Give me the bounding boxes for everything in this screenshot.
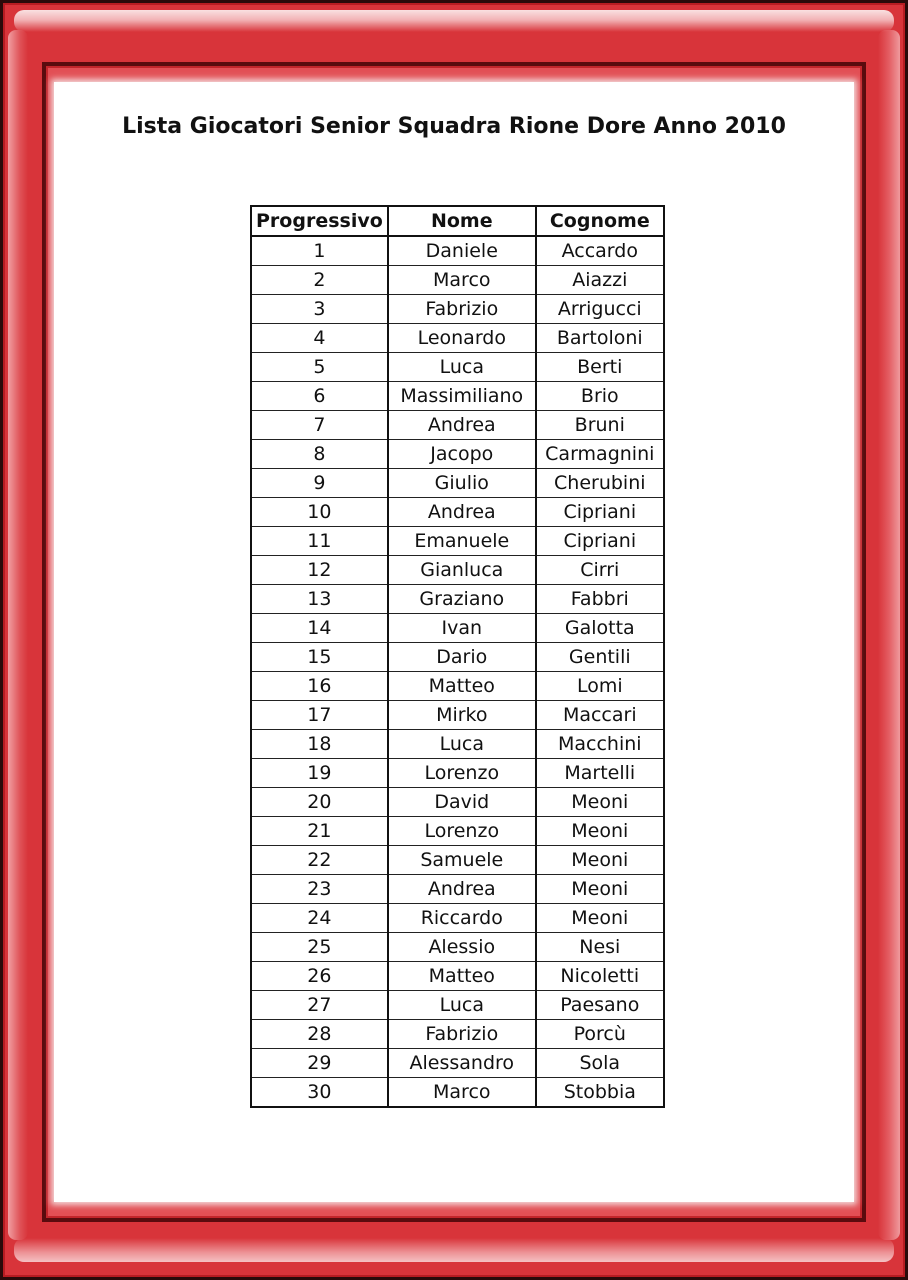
table-row xyxy=(251,382,664,411)
cell-cognome: Accardo xyxy=(536,236,664,266)
cell-nome: Marco xyxy=(388,266,536,295)
cell-cognome: Gentili xyxy=(536,643,664,672)
cell-progressivo: 25 xyxy=(251,933,388,962)
cell-cognome: Nesi xyxy=(536,933,664,962)
cell-progressivo: 13 xyxy=(251,585,388,614)
cell-cognome: Meoni xyxy=(536,846,664,875)
table-row xyxy=(251,788,664,817)
cell-nome: Emanuele xyxy=(388,527,536,556)
cell-cognome: Sola xyxy=(536,1049,664,1078)
table-row xyxy=(251,353,664,382)
cell-cognome: Paesano xyxy=(536,991,664,1020)
cell-cognome: Brio xyxy=(536,382,664,411)
header-progressivo: Progressivo xyxy=(251,206,388,236)
frame-highlight-right xyxy=(878,30,900,1240)
cell-progressivo: 3 xyxy=(251,295,388,324)
cell-nome: Marco xyxy=(388,1078,536,1108)
cell-nome: Massimiliano xyxy=(388,382,536,411)
cell-progressivo: 17 xyxy=(251,701,388,730)
cell-nome: Lorenzo xyxy=(388,759,536,788)
cell-nome: Riccardo xyxy=(388,904,536,933)
table-row xyxy=(251,643,664,672)
cell-progressivo: 1 xyxy=(251,236,388,266)
cell-nome: Leonardo xyxy=(388,324,536,353)
cell-nome: Lorenzo xyxy=(388,817,536,846)
cell-nome: Daniele xyxy=(388,236,536,266)
table-row xyxy=(251,1020,664,1049)
cell-progressivo: 22 xyxy=(251,846,388,875)
cell-cognome: Arrigucci xyxy=(536,295,664,324)
cell-progressivo: 29 xyxy=(251,1049,388,1078)
table-row xyxy=(251,817,664,846)
cell-progressivo: 7 xyxy=(251,411,388,440)
cell-nome: Giulio xyxy=(388,469,536,498)
cell-cognome: Carmagnini xyxy=(536,440,664,469)
cell-nome: Gianluca xyxy=(388,556,536,585)
header-cognome: Cognome xyxy=(536,206,664,236)
cell-progressivo: 19 xyxy=(251,759,388,788)
cell-progressivo: 23 xyxy=(251,875,388,904)
cell-nome: Mirko xyxy=(388,701,536,730)
cell-nome: Luca xyxy=(388,353,536,382)
table-row xyxy=(251,672,664,701)
cell-progressivo: 9 xyxy=(251,469,388,498)
cell-nome: Matteo xyxy=(388,962,536,991)
cell-nome: Alessandro xyxy=(388,1049,536,1078)
table-row xyxy=(251,962,664,991)
cell-nome: Jacopo xyxy=(388,440,536,469)
cell-nome: Alessio xyxy=(388,933,536,962)
cell-cognome: Maccari xyxy=(536,701,664,730)
cell-cognome: Nicoletti xyxy=(536,962,664,991)
document-page xyxy=(54,82,854,1202)
cell-cognome: Aiazzi xyxy=(536,266,664,295)
cell-progressivo: 27 xyxy=(251,991,388,1020)
cell-cognome: Cipriani xyxy=(536,498,664,527)
table-row xyxy=(251,295,664,324)
cell-nome: Graziano xyxy=(388,585,536,614)
cell-cognome: Meoni xyxy=(536,904,664,933)
table-row xyxy=(251,701,664,730)
cell-cognome: Bruni xyxy=(536,411,664,440)
cell-nome: David xyxy=(388,788,536,817)
cell-cognome: Galotta xyxy=(536,614,664,643)
cell-cognome: Meoni xyxy=(536,875,664,904)
cell-cognome: Cipriani xyxy=(536,527,664,556)
table-row xyxy=(251,614,664,643)
cell-cognome: Stobbia xyxy=(536,1078,664,1108)
cell-nome: Samuele xyxy=(388,846,536,875)
cell-progressivo: 16 xyxy=(251,672,388,701)
cell-cognome: Macchini xyxy=(536,730,664,759)
table-row xyxy=(251,730,664,759)
table-row xyxy=(251,759,664,788)
cell-nome: Luca xyxy=(388,730,536,759)
cell-progressivo: 5 xyxy=(251,353,388,382)
table-row xyxy=(251,875,664,904)
cell-nome: Andrea xyxy=(388,411,536,440)
cell-nome: Fabrizio xyxy=(388,1020,536,1049)
cell-nome: Andrea xyxy=(388,498,536,527)
table-row xyxy=(251,904,664,933)
cell-progressivo: 2 xyxy=(251,266,388,295)
cell-nome: Ivan xyxy=(388,614,536,643)
table-row xyxy=(251,469,664,498)
cell-cognome: Meoni xyxy=(536,788,664,817)
cell-nome: Luca xyxy=(388,991,536,1020)
cell-progressivo: 30 xyxy=(251,1078,388,1108)
frame-highlight-top xyxy=(14,10,894,32)
cell-cognome: Martelli xyxy=(536,759,664,788)
table-row xyxy=(251,585,664,614)
cell-progressivo: 15 xyxy=(251,643,388,672)
cell-nome: Dario xyxy=(388,643,536,672)
table-body xyxy=(251,236,664,1107)
header-nome: Nome xyxy=(388,206,536,236)
frame-highlight-left xyxy=(8,30,28,1240)
cell-progressivo: 21 xyxy=(251,817,388,846)
cell-progressivo: 20 xyxy=(251,788,388,817)
cell-progressivo: 11 xyxy=(251,527,388,556)
table-row xyxy=(251,1078,664,1108)
table-row xyxy=(251,556,664,585)
cell-cognome: Meoni xyxy=(536,817,664,846)
cell-cognome: Berti xyxy=(536,353,664,382)
table-row xyxy=(251,498,664,527)
table-header-row xyxy=(251,206,664,236)
cell-cognome: Cherubini xyxy=(536,469,664,498)
table-row xyxy=(251,527,664,556)
cell-nome: Andrea xyxy=(388,875,536,904)
table-row xyxy=(251,324,664,353)
table-row xyxy=(251,846,664,875)
cell-cognome: Cirri xyxy=(536,556,664,585)
cell-cognome: Lomi xyxy=(536,672,664,701)
cell-progressivo: 26 xyxy=(251,962,388,991)
cell-progressivo: 14 xyxy=(251,614,388,643)
players-table xyxy=(250,205,665,1108)
cell-progressivo: 18 xyxy=(251,730,388,759)
cell-nome: Matteo xyxy=(388,672,536,701)
table-row xyxy=(251,266,664,295)
table-row xyxy=(251,411,664,440)
table-row xyxy=(251,1049,664,1078)
cell-progressivo: 24 xyxy=(251,904,388,933)
cell-cognome: Fabbri xyxy=(536,585,664,614)
table-row xyxy=(251,440,664,469)
cell-progressivo: 28 xyxy=(251,1020,388,1049)
table-row xyxy=(251,236,664,266)
table-row xyxy=(251,933,664,962)
table-row xyxy=(251,991,664,1020)
page-title: Lista Giocatori Senior Squadra Rione Dore Anno 2010 xyxy=(122,114,786,139)
cell-nome: Fabrizio xyxy=(388,295,536,324)
cell-progressivo: 12 xyxy=(251,556,388,585)
frame-highlight-bottom xyxy=(14,1238,894,1262)
cell-progressivo: 8 xyxy=(251,440,388,469)
cell-progressivo: 6 xyxy=(251,382,388,411)
cell-progressivo: 10 xyxy=(251,498,388,527)
cell-progressivo: 4 xyxy=(251,324,388,353)
cell-cognome: Bartoloni xyxy=(536,324,664,353)
cell-cognome: Porcù xyxy=(536,1020,664,1049)
